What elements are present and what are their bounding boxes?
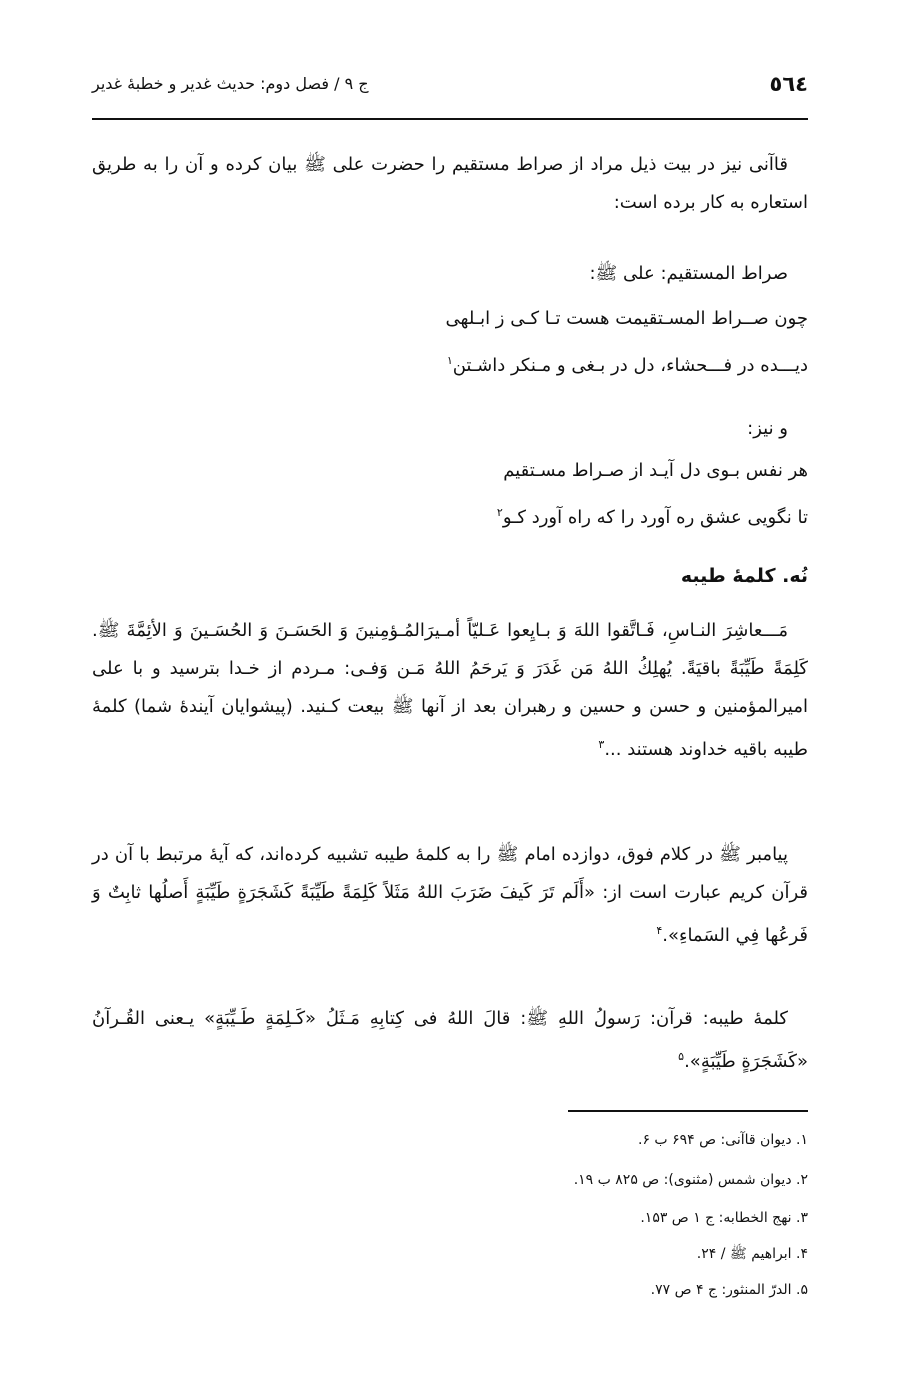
poem2-line2 [92,494,808,537]
poem2-label: و نیز: [747,418,788,439]
poem1-line1: چون صــراط المسـتقیمت هست تـا کـی ز ابـلهی [445,308,808,329]
poem1-line2 [92,342,808,385]
poem2-line1: هر نفس بـوی دل آیـد از صـراط مسـتقیم [503,460,808,481]
header-divider [92,118,808,120]
footnote-5: ۵. الدرّ المنثور: ج ۴ ص ۷۷. [650,1282,808,1298]
poem1-line2-text: دیـــده در فـــحشاء، دل در بـغی و مـنکر داشـتن [452,355,808,376]
intro-paragraph [92,146,808,222]
section-paragraph-2 [92,836,808,955]
page-header [92,72,808,112]
section-heading: نُه. کلمهٔ طیبه [680,565,808,587]
footnote-ref-3: ۳ [598,738,605,751]
running-title: ج ۹ / فصل دوم: حدیث غدیر و خطبهٔ غدیر [92,74,369,93]
footnote-4: ۴. ابراهیم ﷺ / ۲۴. [696,1246,808,1262]
footnote-2: ۲. دیوان شمس (مثنوی): ص ۸۲۵ ب ۱۹. [573,1172,808,1188]
page-number: ٥٦٤ [769,72,808,96]
poem1-label: صراط المستقیم: علی ﷺ: [589,263,788,284]
footnote-ref-2: ۲ [496,506,503,519]
section-paragraph-1-text: مَـــعاشِرَ النـاسِ، فَـاتَّقوا اللهَ وَ بـایِعوا عَـلیّاً أمـیرَالمُـؤمِنینَ وَ الحَسَـنَ وَ الحُسَـینَ وَ الأئِمَّةَ ﷺ. کَلِمَةً طَيِّبَةً باقيَةً. يُهلِكُ اللهُ مَن غَدَرَ وَ يَرحَمُ اللهُ مَـن وَفـى: مـردم از خـدا بترسید و با علی امیرالمؤمنین و حسن و حسین و رهبران بعد از آنها ﷺ بیعت کـنید. (پیشوایان آیندهٔ شما) کلمهٔ طیبه باقیه خداوند هستند ... [92,620,808,760]
section-paragraph-2-text: پیامبر ﷺ در کلام فوق، دوازده امام ﷺ را به کلمهٔ طیبه تشبیه کرده‌اند، که آیهٔ مرتبط با آن در قرآن کریم عبارت است از: «أَلَم تَرَ كَيفَ ضَرَبَ اللهُ مَثَلاً كَلِمَةً طَيِّبَةً كَشَجَرَةٍ طَيِّبَةٍ أَصلُها ثابِتٌ وَ فَرعُها فِي السَماءِ». [92,844,808,946]
footnote-1: ۱. دیوان قاآنی: ص ۶۹۴ ب ۶. [637,1132,808,1148]
poem2-line2-text: تا نگویی عشق ره آورد را که راه آورد کـو [502,507,808,528]
intro-text: قاآنی نیز در بیت ذیل مراد از صراط مستقیم را حضرت علی ﷺ بیان کرده و آن را به طریق استعاره به کار برده است: [92,154,808,213]
footnote-ref-1: ۱ [446,354,453,367]
section-paragraph-1 [92,612,808,769]
section-paragraph-3-text: کلمهٔ طیبه: قرآن: رَسولُ اللهِ ﷺ: قالَ اللهُ فی كِتابِهِ مَـثَلُ «كَـلِمَةٍ طَـيِّبَةٍ» يـعنى القُـرآنُ «كَشَجَرَةٍ طَيِّبَةٍ». [92,1008,808,1072]
footnote-ref-4: ۴ [656,924,663,937]
footnote-3: ۳. نهج الخطابه: ج ۱ ص ۱۵۳. [640,1210,808,1226]
footnote-ref-5: ۵ [678,1050,685,1063]
footnote-divider [568,1110,808,1112]
section-paragraph-3 [92,1000,808,1081]
